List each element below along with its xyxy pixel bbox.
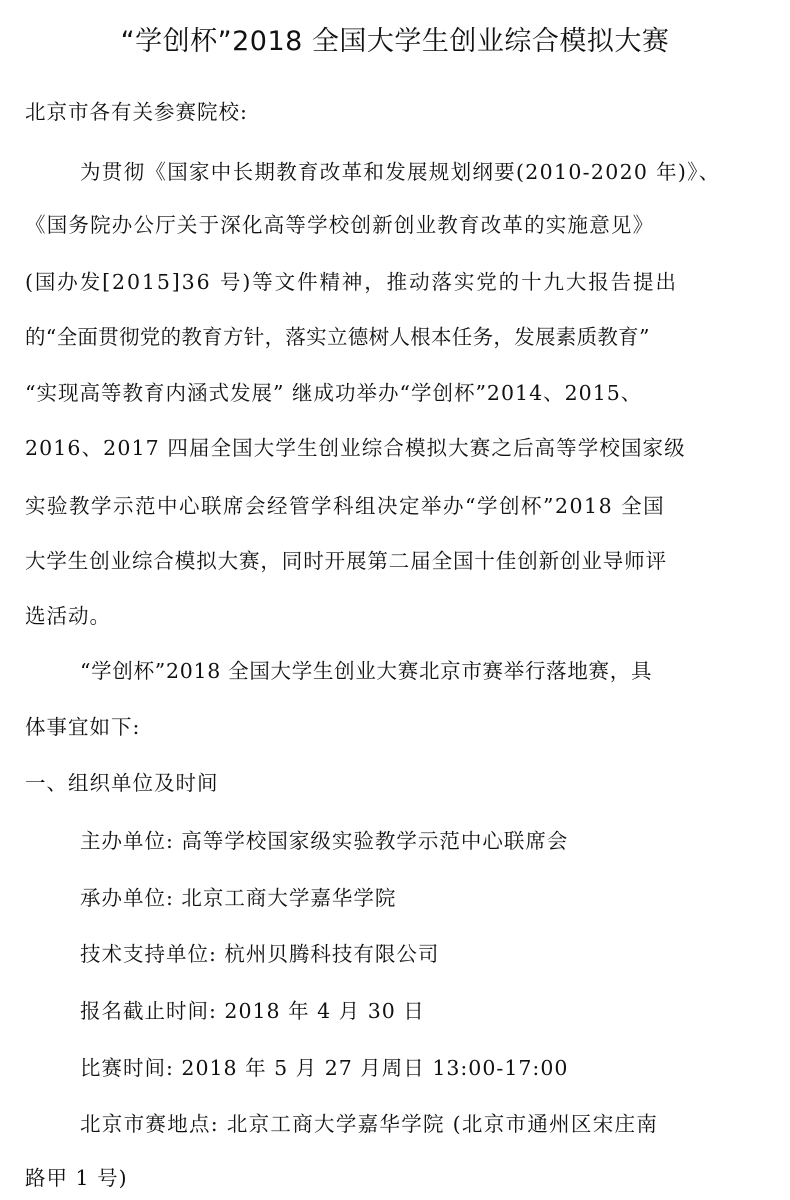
paragraph-line: 选活动。 [25, 604, 111, 628]
document-title: “学创杯”2018 全国大学生创业综合模拟大赛 [120, 26, 670, 57]
paragraph-line: “学创杯”2018 全国大学生创业大赛北京市赛举行落地赛，具 [80, 659, 653, 683]
section-heading: 一、组织单位及时间 [25, 771, 219, 795]
paragraph-line: (国办发[2015]36 号)等文件精神，推动落实党的十九大报告提出 [25, 270, 678, 294]
detail-venue-continued: 路甲 1 号) [25, 1166, 128, 1190]
paragraph-line: 大学生创业综合模拟大赛，同时开展第二届全国十佳创新创业导师评 [25, 549, 667, 573]
detail-competition-time: 比赛时间: 2018 年 5 月 27 月周日 13:00-17:00 [80, 1056, 569, 1080]
paragraph-line: 2016、2017 四届全国大学生创业综合模拟大赛之后高等学校国家级 [25, 436, 686, 460]
paragraph-line: 为贯彻《国家中长期教育改革和发展规划纲要(2010-2020 年)》、 [80, 160, 721, 184]
paragraph-line: 体事宜如下: [25, 715, 141, 739]
paragraph-line: 《国务院办公厅关于深化高等学校创新创业教育改革的实施意见》 [25, 213, 655, 237]
salutation: 北京市各有关参赛院校: [25, 100, 248, 124]
detail-host: 承办单位: 北京工商大学嘉华学院 [80, 886, 397, 910]
detail-venue: 北京市赛地点: 北京工商大学嘉华学院 (北京市通州区宋庄南 [80, 1112, 659, 1136]
detail-organizer: 主办单位: 高等学校国家级实验教学示范中心联席会 [80, 829, 569, 853]
detail-registration-deadline: 报名截止时间: 2018 年 4 月 30 日 [80, 999, 425, 1023]
paragraph-line: 的“全面贯彻党的教育方针，落实立德树人根本任务，发展素质教育” [25, 325, 650, 349]
detail-tech-support: 技术支持单位: 杭州贝腾科技有限公司 [80, 942, 440, 966]
paragraph-line: “实现高等教育内涵式发展” 继成功举办“学创杯”2014、2015、 [25, 381, 643, 405]
paragraph-line: 实验教学示范中心联席会经管学科组决定举办“学创杯”2018 全国 [25, 494, 666, 518]
